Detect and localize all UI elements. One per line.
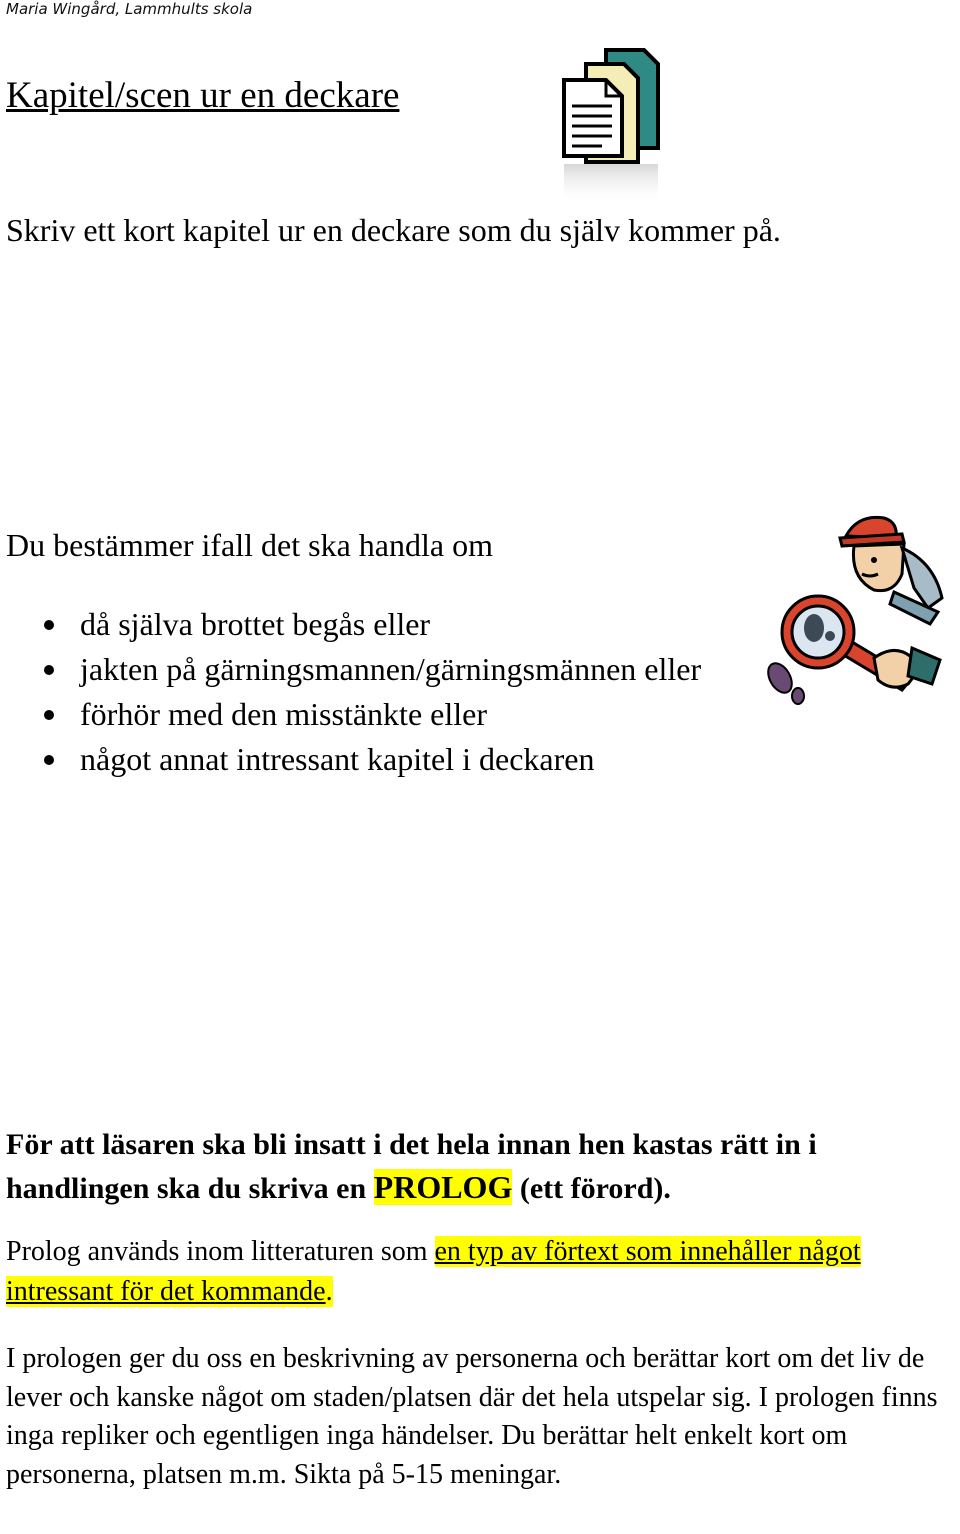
list-item: förhör med den misstänkte eller — [40, 692, 740, 737]
prolog-intro — [6, 1124, 946, 1210]
options-list — [40, 602, 740, 782]
prolog-definition-highlight: en typ av förtext som innehåller något intressant för det kommande — [6, 1236, 861, 1307]
prolog-instructions: I prologen ger du oss en beskrivning av personerna och berättar kort om det liv de lever och kanske något om staden/platsen där det hela utspelar sig. I prologen finns inga repliker och egentligen inga händelser. Du berättar helt enkelt kort om personerna, platsen m.m. Sikta på 5-15 meningar. — [6, 1343, 938, 1490]
prolog-intro-after: (ett förord). — [512, 1172, 671, 1205]
prolog-definition — [6, 1232, 951, 1312]
list-item: då själva brottet begås eller — [40, 602, 740, 647]
page-title: Kapitel/scen ur en deckare — [6, 75, 400, 116]
intro-text: Skriv ett kort kapitel ur en deckare som du själv kommer på. — [6, 212, 781, 248]
author-header: Maria Wingård, Lammhults skola — [6, 0, 253, 18]
documents-icon — [556, 40, 666, 210]
detective-magnifier-icon — [762, 508, 958, 718]
prolog-definition-after: . — [325, 1276, 333, 1307]
prolog-intro-before: För att läsaren ska bli insatt i det hela innan hen kastas rätt in i handlingen ska du skriva en — [6, 1128, 817, 1205]
scope-heading: Du bestämmer ifall det ska handla om — [6, 527, 493, 563]
list-item: något annat intressant kapitel i deckaren — [40, 737, 740, 782]
prolog-definition-before: Prolog används inom litteraturen som — [6, 1236, 435, 1267]
prolog-keyword: PROLOG — [373, 1169, 513, 1205]
list-item: jakten på gärningsmannen/gärningsmännen eller — [40, 647, 740, 692]
